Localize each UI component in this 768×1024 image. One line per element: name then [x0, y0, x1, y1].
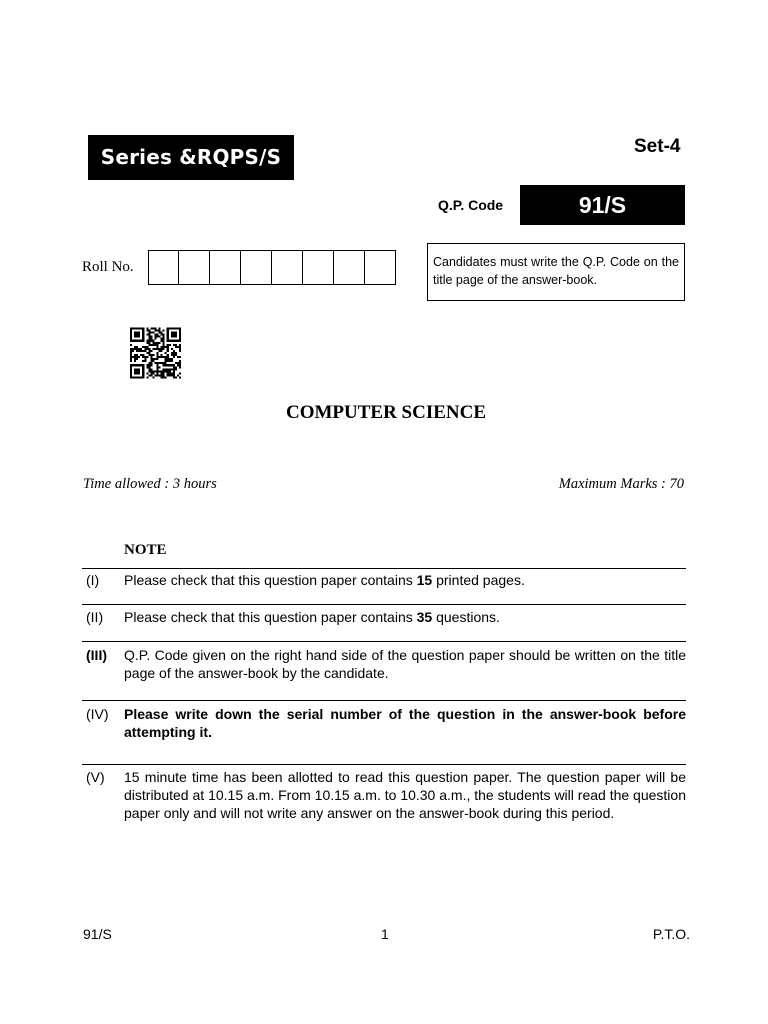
footer-code: 91/S [83, 926, 112, 942]
qp-code-label: Q.P. Code [438, 197, 504, 213]
divider [82, 641, 686, 642]
note-item-text-part: Please check that this question paper contains [124, 609, 417, 625]
divider [82, 700, 686, 701]
note-item-number: (IV) [86, 706, 109, 722]
qr-code-icon [130, 327, 181, 379]
qp-code-value: 91/S [520, 185, 685, 225]
roll-number-box [148, 250, 179, 285]
roll-number-boxes [148, 250, 396, 285]
note-item-text [124, 608, 686, 626]
roll-number-box [303, 250, 334, 285]
set-number: Set-4 [634, 136, 681, 157]
please-turn-over: P.T.O. [652, 926, 690, 942]
series-label: Series &RQPS/S [88, 135, 294, 180]
roll-number-box [365, 250, 396, 285]
time-allowed: Time allowed : 3 hours [83, 476, 217, 492]
note-item-text [124, 646, 686, 682]
divider [82, 604, 686, 605]
divider [82, 764, 686, 765]
note-item-text-part: 15 minute time has been allotted to read this question paper. The question paper will be distributed at 10.15 a.m. From 10.15 a.m. to 10.30 a.m., the students will read the question paper only and will not write any answer on the answer-book during this period. [124, 769, 686, 821]
note-item-number: (II) [86, 609, 104, 625]
roll-number-box [334, 250, 365, 285]
note-item-text [124, 768, 686, 822]
note-item-text [124, 705, 686, 741]
note-item-text-part: Please check that this question paper contains [124, 572, 417, 588]
note-item-text-part: printed pages. [432, 572, 525, 588]
page-number: 1 [381, 926, 389, 942]
divider [82, 568, 686, 569]
roll-number-box [210, 250, 241, 285]
subject-title: COMPUTER SCIENCE [285, 402, 487, 423]
maximum-marks: Maximum Marks : 70 [558, 476, 684, 492]
note-item-number: (I) [86, 572, 100, 588]
note-heading: NOTE [124, 542, 167, 558]
note-item-text-part: questions. [432, 609, 500, 625]
note-item-text-part: Q.P. Code given on the right hand side of the question paper should be written on the title page of the answer-book by the candidate. [124, 647, 686, 681]
roll-number-label: Roll No. [82, 259, 134, 275]
note-item-text [124, 571, 686, 589]
note-item-text-part: Please write down the serial number of the question in the answer-book before attempting it. [124, 706, 686, 740]
note-item-text-part: 35 [416, 609, 433, 625]
roll-number-box [241, 250, 272, 285]
roll-number-box [179, 250, 210, 285]
note-item-text-part: 15 [416, 572, 433, 588]
roll-number-box [272, 250, 303, 285]
note-item-number: (III) [86, 647, 107, 663]
note-item-number: (V) [86, 769, 105, 785]
candidate-notice-box: Candidates must write the Q.P. Code on the title page of the answer-book. [427, 243, 685, 301]
